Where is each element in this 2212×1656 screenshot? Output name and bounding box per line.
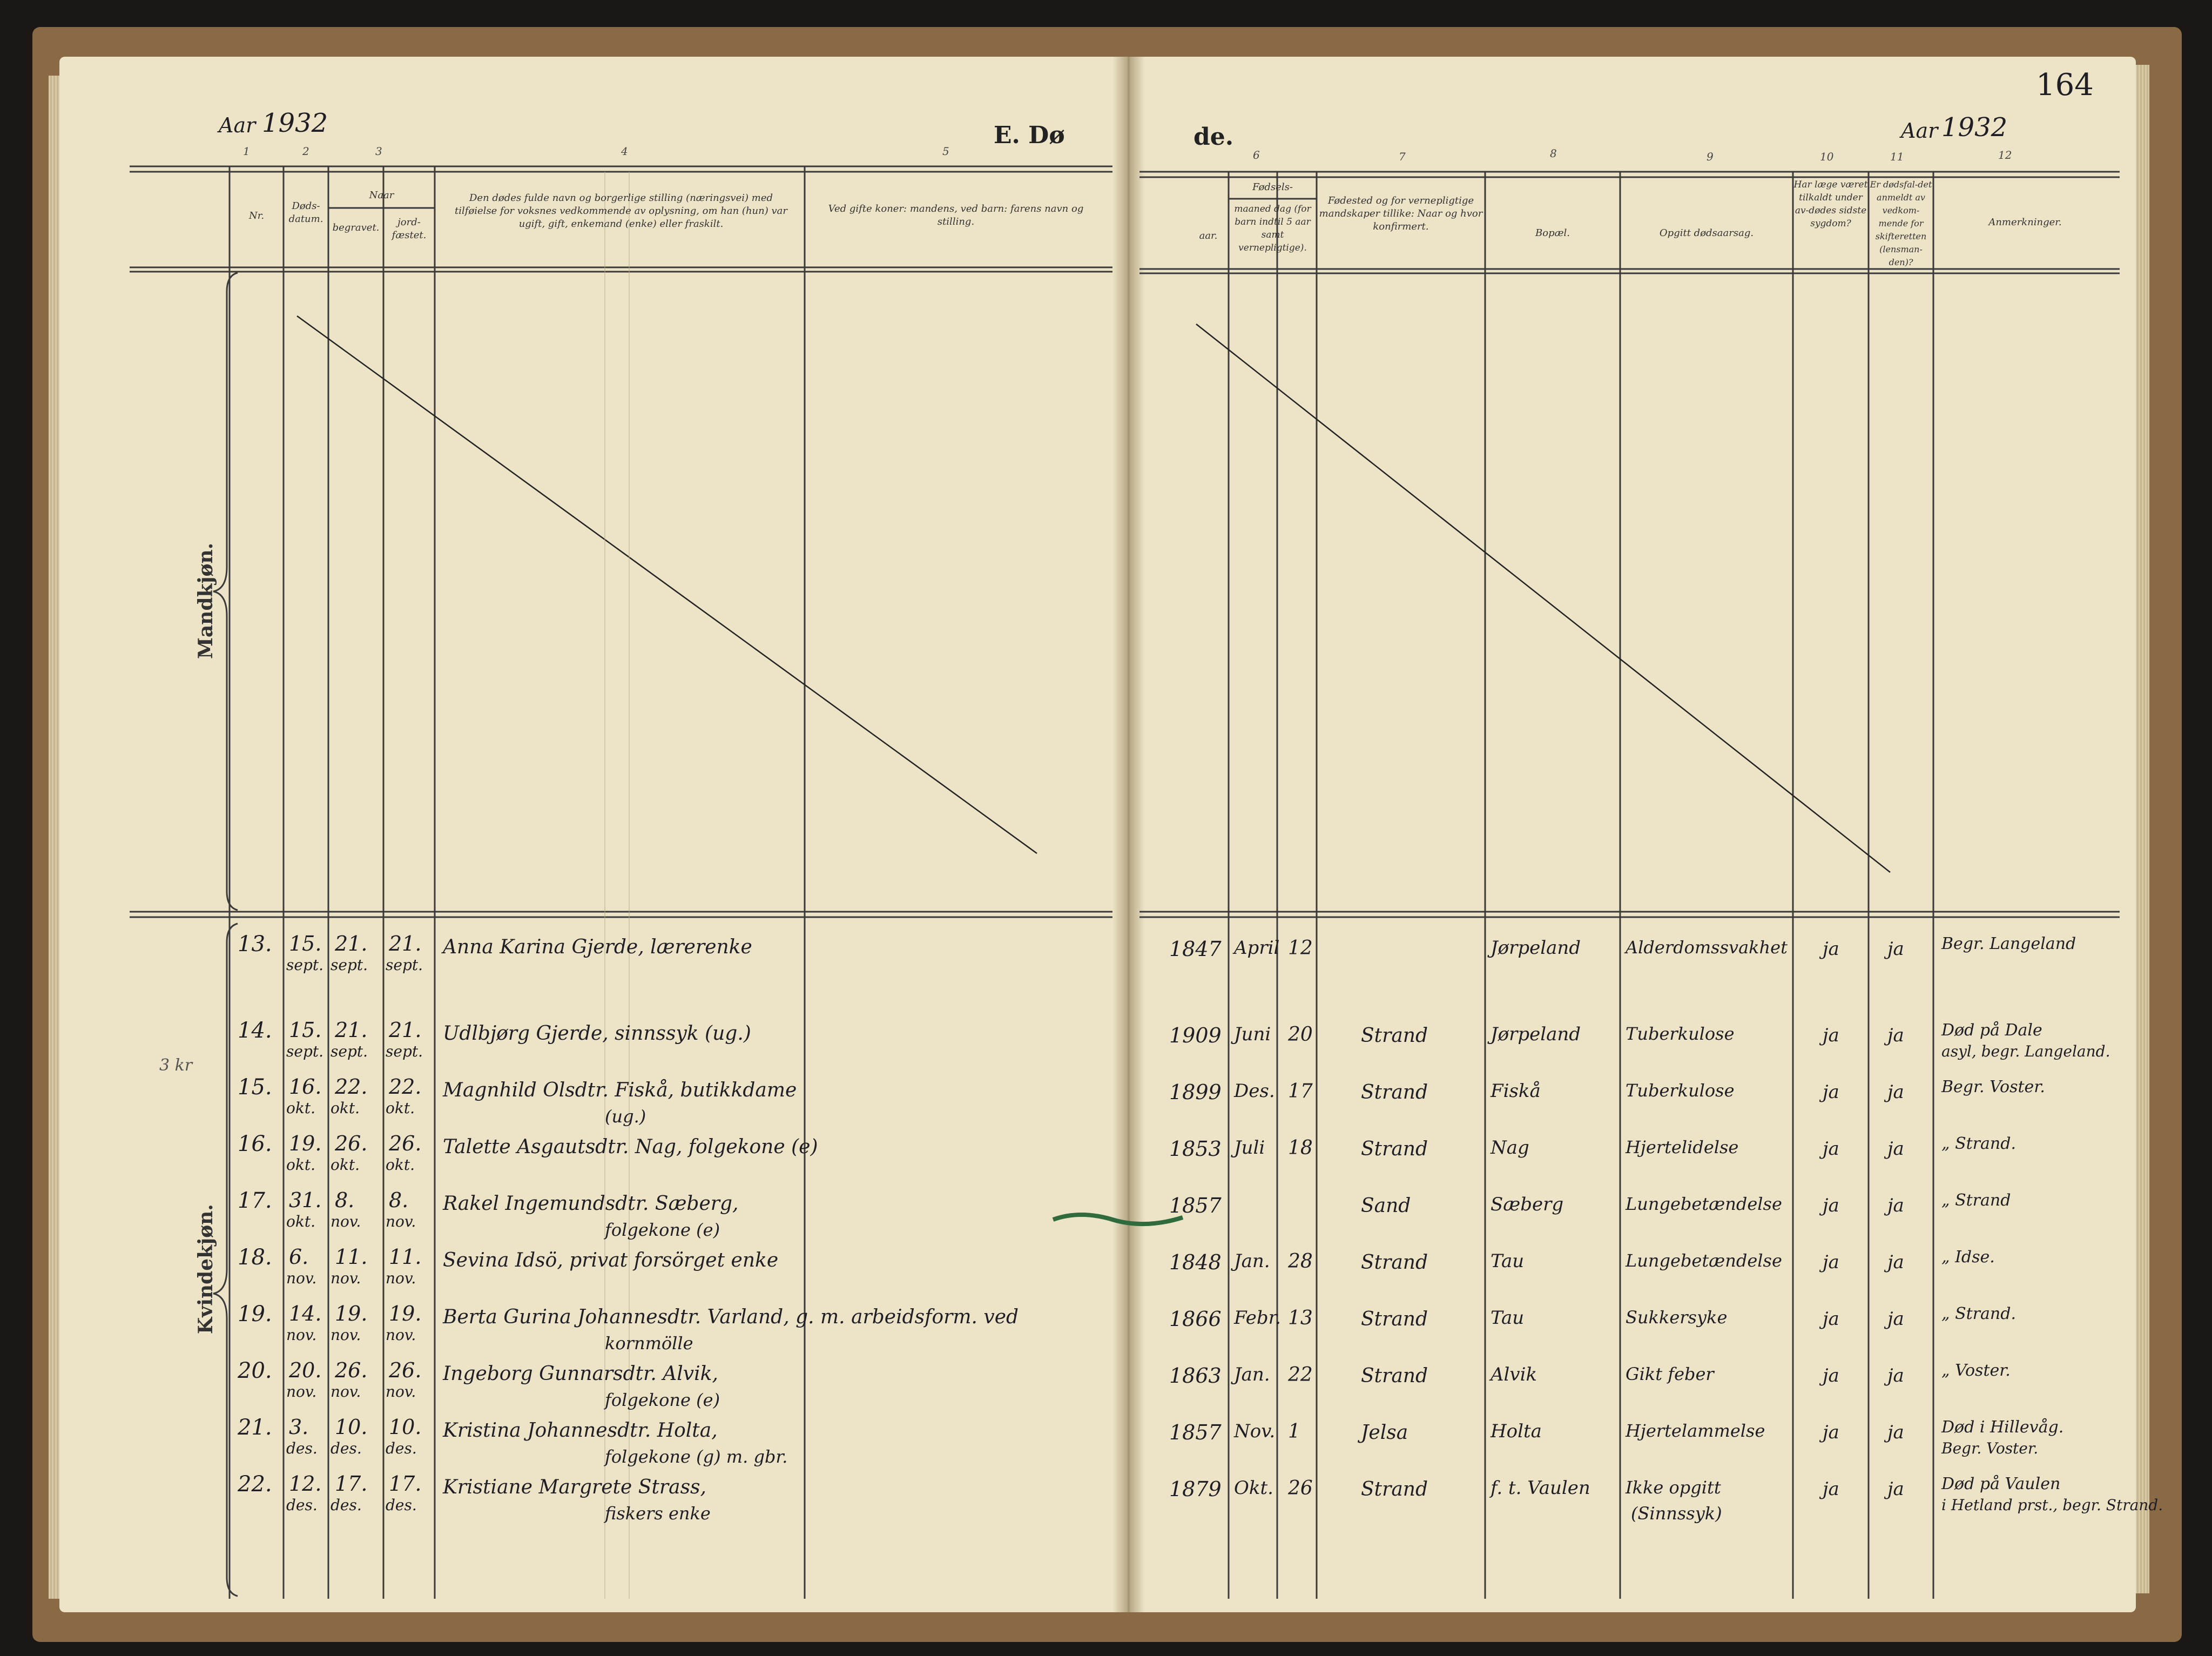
record-buried-day: 26. (335, 1358, 368, 1382)
col-num-3: 3 (375, 145, 382, 158)
record-nr: 21. (238, 1415, 272, 1440)
record-name: Sevina Idsö, privat forsörget enke (443, 1249, 779, 1271)
record-buried-month: nov. (331, 1383, 361, 1401)
record-birth-day: 12 (1288, 937, 1313, 959)
record-soil-day: 21. (389, 932, 422, 955)
record-nr: 18. (238, 1245, 272, 1270)
record-cause: Sukkersyke (1626, 1307, 1728, 1328)
record-residence: Nag (1491, 1137, 1529, 1159)
header-maaned-dag: maaned dag (for barn indtil 5 aar samt vernepligtige). (1234, 204, 1311, 253)
record-birth-year: 1857 (1169, 1194, 1222, 1217)
record-buried-day: 26. (335, 1132, 368, 1155)
record-birthplace: Strand (1361, 1478, 1428, 1500)
record-doctor: ja (1823, 1251, 1839, 1273)
col-num-4: 4 (621, 145, 628, 158)
record-soil-day: 11. (389, 1245, 422, 1269)
record-death-month: okt. (286, 1156, 315, 1174)
record-remark: „ Voster. (1941, 1361, 2011, 1380)
record-name: Udlbjørg Gjerde, sinnssyk (ug.) (443, 1022, 751, 1045)
record-birth-day: 13 (1288, 1307, 1313, 1329)
record-buried-day: 22. (335, 1075, 368, 1099)
record-death-month: nov. (286, 1383, 317, 1401)
record-buried-day: 10. (335, 1415, 368, 1439)
record-reported: ja (1887, 1138, 1904, 1160)
record-death-month: nov. (286, 1269, 317, 1287)
record-remark: Død på Vaulen (1941, 1475, 2061, 1493)
record-doctor: ja (1823, 938, 1839, 960)
col-num-11: 11 (1890, 150, 1904, 163)
record-birth-year: 1866 (1169, 1307, 1222, 1331)
record-name: Ingeborg Gunnarsdtr. Alvik, (443, 1363, 718, 1385)
record-name: Berta Gurina Johannesdtr. Varland, g. m. arbeidsform. ved (443, 1306, 1019, 1328)
record-birthplace: Strand (1361, 1308, 1428, 1330)
record-cause: Ikke opgitt (1626, 1477, 1721, 1498)
header-fodsels: Fødsels- (1252, 181, 1293, 193)
record-doctor: ja (1823, 1138, 1839, 1160)
section-male: Mandkjøn. (194, 542, 217, 659)
record-remark: Begr. Langeland (1941, 934, 2076, 953)
section-title-left: E. Dø (994, 122, 1065, 149)
year-value-right: 1932 (1941, 112, 2008, 143)
record-name: Anna Karina Gjerde, lærerenke (443, 936, 752, 958)
record-residence: Tau (1491, 1307, 1525, 1329)
record-doctor: ja (1823, 1308, 1839, 1330)
record-birth-year: 1857 (1169, 1421, 1222, 1444)
record-name-extra: fiskers enke (605, 1503, 711, 1524)
header-begravet: begravet. (332, 222, 380, 233)
record-soil-month: sept. (386, 1042, 423, 1060)
record-cause: Tuberkulose (1626, 1024, 1735, 1044)
record-buried-month: des. (331, 1496, 362, 1514)
record-death-day: 14. (289, 1302, 322, 1325)
record-cause: Alderdomssvakhet (1626, 937, 1788, 958)
record-name-extra: kornmölle (605, 1333, 693, 1354)
record-reported: ja (1887, 1422, 1904, 1443)
record-buried-day: 11. (335, 1245, 368, 1269)
col-num-12: 12 (1998, 149, 2012, 161)
record-soil-month: nov. (386, 1383, 416, 1401)
record-residence: Jørpeland (1491, 937, 1581, 959)
record-birth-month: Febr. (1234, 1307, 1281, 1329)
header-jordfaestet: jord-fæstet. (392, 217, 427, 241)
col-num-5: 5 (942, 145, 949, 158)
record-death-day: 19. (289, 1132, 322, 1155)
record-buried-month: nov. (331, 1326, 361, 1344)
record-death-day: 15. (289, 1018, 322, 1042)
record-birth-day: 17 (1288, 1080, 1313, 1102)
record-birth-month: Juli (1234, 1137, 1265, 1159)
record-birthplace: Strand (1361, 1081, 1428, 1103)
record-death-month: sept. (286, 1042, 324, 1060)
record-doctor: ja (1823, 1422, 1839, 1443)
record-soil-month: nov. (386, 1326, 416, 1344)
record-cause: Lungebetændelse (1626, 1194, 1782, 1214)
record-birth-day: 26 (1288, 1477, 1313, 1499)
record-death-day: 6. (289, 1245, 309, 1269)
record-soil-month: des. (386, 1439, 417, 1457)
record-birth-month: Okt. (1234, 1477, 1273, 1499)
record-buried-month: okt. (331, 1156, 360, 1174)
record-name-extra: folgekone (e) (605, 1220, 720, 1240)
record-birth-day: 28 (1288, 1250, 1313, 1273)
record-soil-month: des. (386, 1496, 417, 1514)
record-name: Magnhild Olsdtr. Fiskå, butikkdame (443, 1079, 797, 1101)
record-nr: 17. (238, 1188, 272, 1213)
record-soil-day: 10. (389, 1415, 422, 1439)
record-birth-year: 1853 (1169, 1137, 1222, 1161)
record-death-month: okt. (286, 1099, 315, 1117)
record-soil-day: 26. (389, 1358, 422, 1382)
col-num-1: 1 (243, 145, 250, 158)
section-female: Kvindekjøn. (194, 1204, 217, 1334)
record-cause: Gikt feber (1626, 1364, 1714, 1384)
record-reported: ja (1887, 1308, 1904, 1330)
page-number: 164 (2036, 68, 2094, 103)
record-birth-day: 1 (1288, 1421, 1300, 1443)
record-soil-day: 17. (389, 1472, 422, 1496)
margin-note: 3 kr (159, 1056, 193, 1075)
col-num-7: 7 (1399, 150, 1406, 163)
col-num-8: 8 (1550, 147, 1557, 160)
record-death-day: 15. (289, 932, 322, 955)
header-dodsdatum: Døds-datum. (288, 200, 323, 225)
record-birthplace: Jelsa (1361, 1422, 1408, 1444)
header-navn: Den dødes fulde navn og borgerlige stilling (næringsvei) med tilføielse for voksnes vedkommende av oplysning, om han (hun) var ugift, gift, enkemand (enke) eller fraskilt. (455, 192, 787, 230)
record-birth-month: Nov. (1234, 1421, 1276, 1442)
col-num-9: 9 (1707, 150, 1714, 163)
record-birth-month: Jan. (1234, 1364, 1270, 1385)
record-reported: ja (1887, 1478, 1904, 1500)
record-nr: 13. (238, 932, 272, 957)
record-buried-month: nov. (331, 1213, 361, 1230)
record-buried-month: nov. (331, 1269, 361, 1287)
header-fodested: Fødested og for vernepligtige mandskaper tillike: Naar og hvor konfirmert. (1319, 195, 1483, 232)
col-num-6: 6 (1253, 149, 1260, 161)
record-soil-month: nov. (386, 1213, 416, 1230)
record-birth-year: 1863 (1169, 1364, 1222, 1388)
record-death-day: 12. (289, 1472, 322, 1496)
record-remark-extra: i Hetland prst., begr. Strand. (1941, 1496, 2163, 1514)
record-residence: Alvik (1491, 1364, 1537, 1385)
record-reported: ja (1887, 1025, 1904, 1046)
record-cause: Lungebetændelse (1626, 1250, 1782, 1271)
record-cause: Hjertelammelse (1626, 1421, 1765, 1441)
header-naar: Naar (369, 190, 394, 201)
record-doctor: ja (1823, 1025, 1839, 1046)
header-gifte-koner: Ved gifte koner: mandens, ved barn: farens navn og stilling. (828, 203, 1084, 227)
record-cause-extra: (Sinnssyk) (1631, 1503, 1722, 1524)
record-nr: 16. (238, 1132, 272, 1156)
record-remark-extra: Begr. Voster. (1941, 1439, 2039, 1457)
record-birth-year: 1909 (1169, 1024, 1222, 1047)
record-death-month: nov. (286, 1326, 317, 1344)
record-nr: 20. (238, 1358, 272, 1383)
record-remark: „ Strand. (1941, 1304, 2016, 1323)
record-birth-month: Des. (1234, 1080, 1275, 1102)
record-remark: Død på Dale (1941, 1021, 2042, 1040)
record-cause: Tuberkulose (1626, 1080, 1735, 1101)
header-dodsaarsag: Opgitt dødsaarsag. (1659, 227, 1754, 239)
record-residence: f. t. Vaulen (1491, 1477, 1590, 1499)
record-death-day: 31. (289, 1188, 322, 1212)
record-death-day: 3. (289, 1415, 309, 1439)
record-name: Kristiane Margrete Strass, (443, 1476, 706, 1498)
record-buried-day: 19. (335, 1302, 368, 1325)
record-birth-day: 20 (1288, 1024, 1313, 1046)
record-nr: 22. (238, 1472, 272, 1497)
record-soil-day: 8. (389, 1188, 409, 1212)
record-soil-month: okt. (386, 1099, 415, 1117)
year-label-left: Aar (219, 113, 256, 137)
col-num-2: 2 (302, 145, 309, 158)
record-birth-day: 18 (1288, 1137, 1313, 1159)
record-name: Kristina Johannesdtr. Holta, (443, 1419, 718, 1442)
record-buried-day: 8. (335, 1188, 355, 1212)
record-soil-day: 21. (389, 1018, 422, 1042)
col-num-10: 10 (1820, 150, 1834, 163)
record-birth-month: Juni (1234, 1024, 1271, 1045)
record-buried-month: des. (331, 1439, 362, 1457)
record-soil-day: 19. (389, 1302, 422, 1325)
record-reported: ja (1887, 1081, 1904, 1103)
record-doctor: ja (1823, 1081, 1839, 1103)
record-death-month: des. (286, 1439, 318, 1457)
record-buried-month: sept. (331, 956, 368, 974)
record-remark: „ Idse. (1941, 1248, 1995, 1267)
record-remark: Død i Hillevåg. (1941, 1418, 2064, 1437)
record-remark: Begr. Voster. (1941, 1078, 2045, 1096)
record-birthplace: Strand (1361, 1138, 1428, 1160)
record-residence: Fiskå (1491, 1080, 1541, 1102)
year-value-left: 1932 (262, 108, 328, 138)
record-death-month: sept. (286, 956, 324, 974)
record-nr: 14. (238, 1018, 272, 1043)
header-anmeldt: Er dødsfal-det anmeldt av vedkom-mende for skifteretten (lensman-den)? (1870, 179, 1932, 267)
record-buried-day: 21. (335, 932, 368, 955)
record-reported: ja (1887, 1365, 1904, 1386)
record-birth-year: 1847 (1169, 937, 1222, 961)
record-buried-day: 21. (335, 1018, 368, 1042)
record-death-day: 16. (289, 1075, 322, 1099)
record-birthplace: Sand (1361, 1195, 1411, 1217)
record-soil-month: sept. (386, 956, 423, 974)
record-nr: 15. (238, 1075, 272, 1100)
record-remark-extra: asyl, begr. Langeland. (1941, 1042, 2110, 1060)
record-nr: 19. (238, 1302, 272, 1327)
record-death-day: 20. (289, 1358, 322, 1382)
record-remark: „ Strand (1941, 1191, 2011, 1210)
record-soil-month: nov. (386, 1269, 416, 1287)
record-doctor: ja (1823, 1195, 1839, 1216)
record-name: Talette Asgautsdtr. Nag, folgekone (e) (443, 1136, 818, 1158)
record-cause: Hjertelidelse (1626, 1137, 1739, 1157)
header-aar: aar. (1199, 230, 1218, 241)
record-death-month: okt. (286, 1213, 315, 1230)
record-birth-year: 1899 (1169, 1080, 1222, 1104)
record-doctor: ja (1823, 1365, 1839, 1386)
record-buried-day: 17. (335, 1472, 368, 1496)
record-reported: ja (1887, 1251, 1904, 1273)
record-name-extra: folgekone (e) (605, 1390, 720, 1410)
record-birthplace: Strand (1361, 1251, 1428, 1274)
header-bopael: Bopæl. (1535, 227, 1570, 239)
header-laege: Har læge været tilkaldt under av-dødes sidste sygdom? (1793, 179, 1868, 229)
record-name-extra: (ug.) (605, 1106, 646, 1127)
section-title-right: de. (1193, 123, 1234, 151)
record-name-extra: folgekone (g) m. gbr. (605, 1446, 788, 1467)
record-birth-month: April (1234, 937, 1280, 959)
record-birth-month: Jan. (1234, 1250, 1270, 1272)
record-birth-year: 1879 (1169, 1477, 1222, 1501)
record-reported: ja (1887, 938, 1904, 960)
record-reported: ja (1887, 1195, 1904, 1216)
record-soil-month: okt. (386, 1156, 415, 1174)
record-buried-month: okt. (331, 1099, 360, 1117)
header-anmerkninger: Anmerkninger. (1988, 217, 2062, 228)
header-nr: Nr. (248, 210, 265, 221)
record-remark: „ Strand. (1941, 1134, 2016, 1153)
record-buried-month: sept. (331, 1042, 368, 1060)
record-residence: Sæberg (1491, 1194, 1564, 1215)
record-birthplace: Strand (1361, 1025, 1428, 1047)
record-birth-day: 22 (1288, 1364, 1313, 1386)
record-doctor: ja (1823, 1478, 1839, 1500)
bookmark-ribbon (1048, 1210, 1188, 1229)
record-residence: Holta (1491, 1421, 1542, 1442)
record-birthplace: Strand (1361, 1365, 1428, 1387)
record-soil-day: 26. (389, 1132, 422, 1155)
record-death-month: des. (286, 1496, 318, 1514)
record-residence: Tau (1491, 1250, 1525, 1272)
record-name: Rakel Ingemundsdtr. Sæberg, (443, 1193, 739, 1215)
record-residence: Jørpeland (1491, 1024, 1581, 1045)
year-label-right: Aar (1901, 119, 1938, 143)
record-soil-day: 22. (389, 1075, 422, 1099)
record-birth-year: 1848 (1169, 1250, 1222, 1274)
